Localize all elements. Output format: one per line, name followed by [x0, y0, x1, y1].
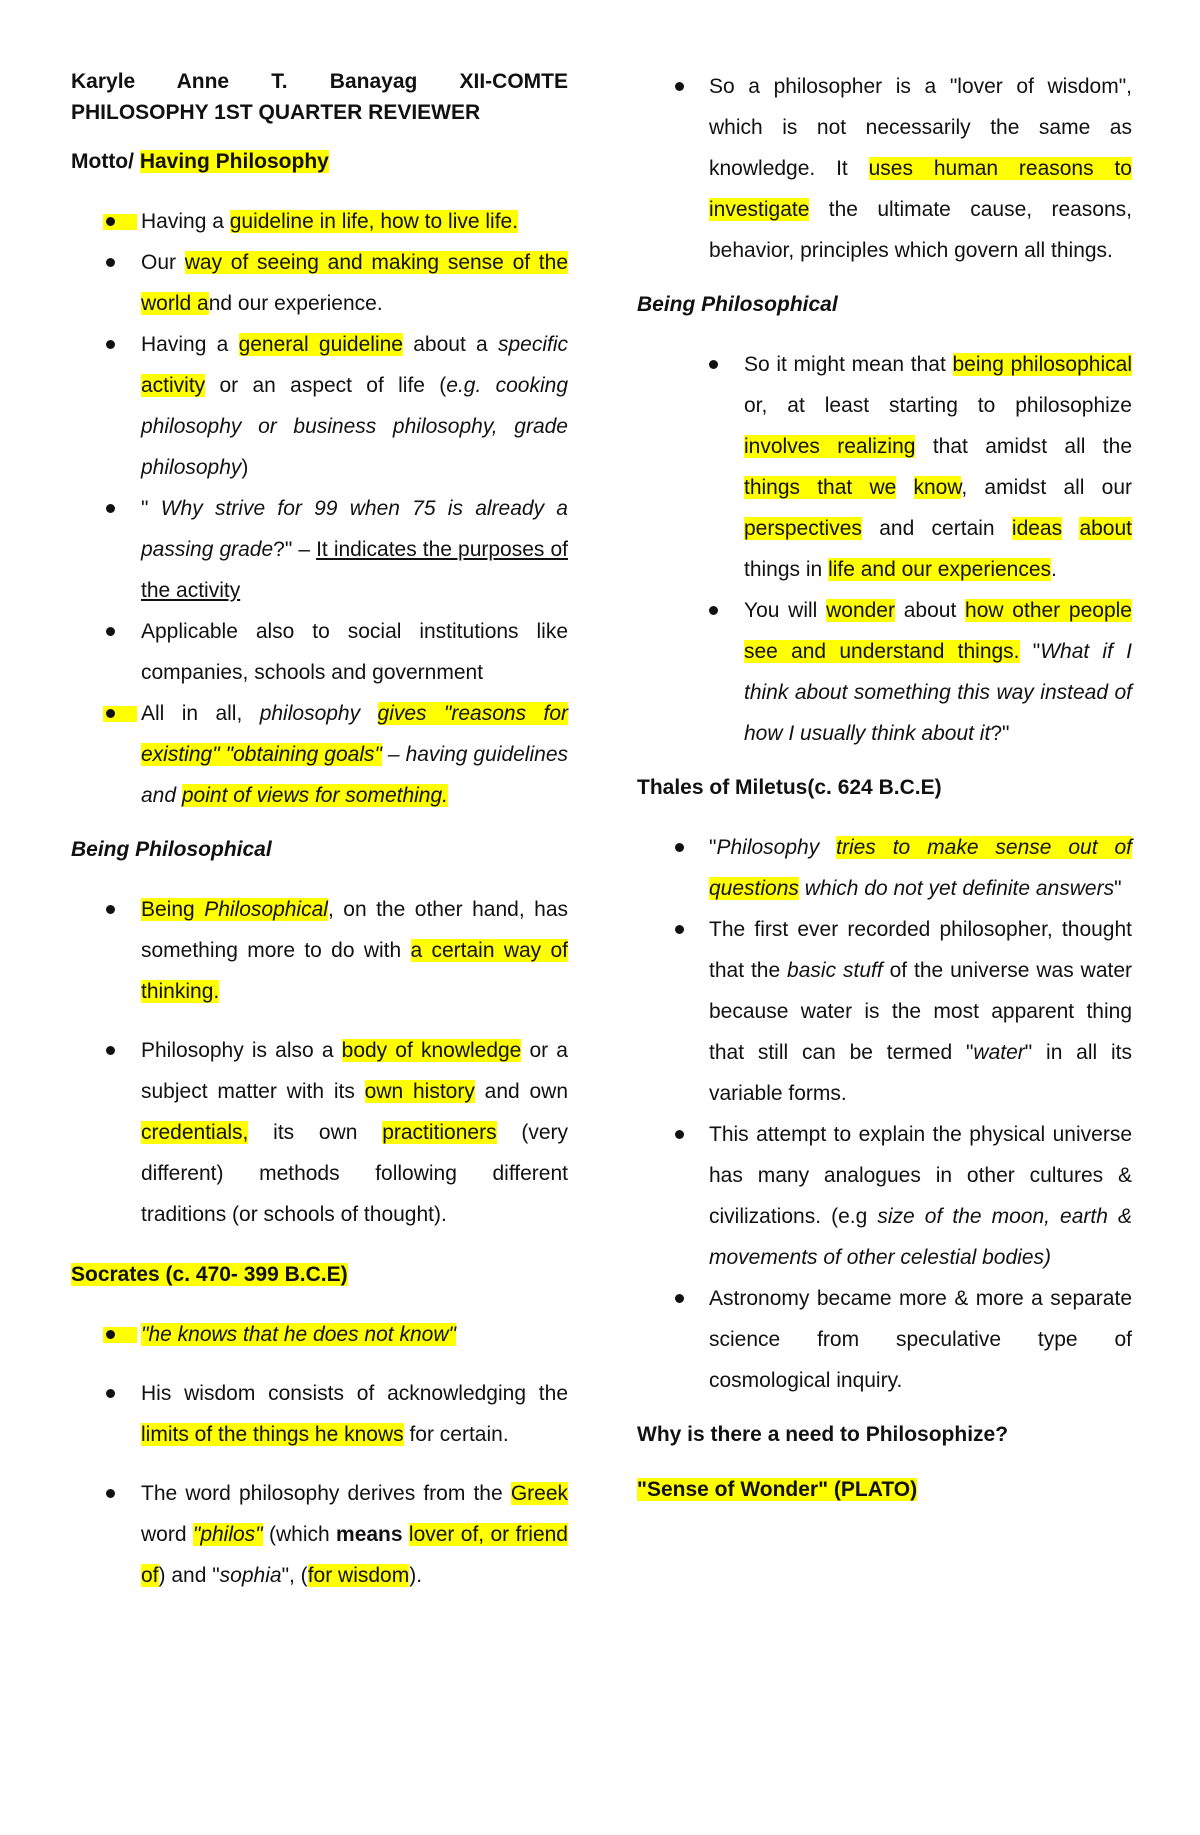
bullet-icon — [106, 1489, 115, 1498]
text-run: point of views for something. — [181, 784, 449, 807]
text-run: general guideline — [238, 333, 403, 356]
text-run: " — [141, 497, 161, 520]
text-run: lover of, or friend of — [141, 1523, 568, 1587]
bullet-icon — [675, 843, 684, 852]
philosopher-list — [637, 66, 1132, 271]
text-run: guideline in life, how to live life. — [229, 210, 519, 233]
text-run: for certain. — [403, 1423, 509, 1446]
text-run: What if I think about something this way instead of how I usually think about it — [744, 640, 1132, 745]
text-run: Having a — [141, 210, 230, 233]
document-title: PHILOSOPHY 1ST QUARTER REVIEWER — [71, 101, 481, 124]
text-run: water — [973, 1041, 1025, 1064]
text-run — [1062, 517, 1079, 540]
text-run: and certain — [861, 517, 1012, 540]
list-item — [637, 909, 1132, 1114]
text-run: way of seeing and making sense of the world a — [141, 251, 569, 315]
bullet-icon — [106, 709, 115, 718]
text-run: and own — [474, 1080, 569, 1103]
list-item — [71, 242, 568, 324]
bullet-icon — [106, 905, 115, 914]
list-item — [71, 1373, 568, 1455]
list-item — [71, 693, 568, 816]
text-run: " in all its variable forms. — [709, 1041, 1132, 1105]
text-run — [360, 702, 377, 725]
text-run: tries to make sense out of questions — [709, 836, 1132, 900]
text-run: own history — [364, 1080, 475, 1103]
list-item — [71, 889, 568, 1012]
text-run: limits of the things he knows — [141, 1423, 404, 1446]
text-run: "Sense of Wonder" (PLATO) — [637, 1478, 918, 1501]
list-item — [637, 590, 1132, 754]
right-column — [637, 66, 1132, 1505]
text-run: The word philosophy derives from the — [141, 1482, 511, 1505]
list-item — [71, 611, 568, 693]
list-item — [71, 1030, 568, 1235]
list-item — [71, 324, 568, 488]
being-list — [71, 889, 568, 1012]
text-run: ?" — [990, 722, 1010, 745]
text-run: or a subject matter with its — [141, 1039, 568, 1103]
text-run — [896, 476, 913, 499]
bullet-icon — [675, 1294, 684, 1303]
text-run: Being — [141, 898, 205, 921]
knowledge-list — [71, 1030, 568, 1235]
socrates-quote-list — [71, 1314, 568, 1355]
list-item — [71, 488, 568, 611]
text-run: uses human reasons to investigate — [709, 157, 1132, 221]
text-run: Our — [141, 251, 185, 274]
text-run: Applicable also to social institutions like companies, schools and government — [141, 620, 568, 684]
text-run: " — [709, 836, 717, 859]
highlighted-text — [193, 1523, 263, 1546]
text-run: ", ( — [281, 1564, 308, 1587]
bullet-icon — [675, 925, 684, 934]
sense-of-wonder-heading — [637, 1474, 1132, 1505]
bullet-icon — [106, 627, 115, 636]
text-run: nd our experience. — [208, 292, 383, 315]
text-run: of the universe was water because water is the most apparent thing that still can be termed " — [709, 959, 1133, 1064]
bullet-icon — [106, 504, 115, 513]
text-run: e.g. cooking philosophy or business philosophy, grade philosophy — [141, 374, 568, 479]
list-item — [71, 201, 568, 242]
bullet-icon — [709, 606, 718, 615]
text-run: its own — [248, 1121, 383, 1144]
bullet-icon — [106, 340, 115, 349]
text-run: ). — [409, 1564, 423, 1587]
text-run: His wisdom consists of acknowledging the — [141, 1382, 568, 1405]
text-run: about — [1079, 517, 1132, 540]
text-run: So a philosopher is a "lover of wisdom", which is not necessarily the same as knowledge. It — [709, 75, 1132, 180]
text-run — [403, 1523, 409, 1546]
text-run: Philosophy is also a — [141, 1039, 342, 1062]
text-run: or, at least starting to philosophize — [744, 394, 1132, 417]
list-item — [71, 1314, 568, 1355]
text-run: Astronomy became more & more a separate science from speculative type of cosmological inquiry. — [709, 1287, 1132, 1392]
text-run: about a — [402, 333, 498, 356]
being-philosophical-heading-2: Being Philosophical — [637, 293, 838, 316]
text-run: sophia — [219, 1564, 282, 1587]
text-run: You will — [744, 599, 827, 622]
text-run: perspectives — [744, 517, 862, 540]
text-run: involves realizing — [744, 435, 916, 458]
text-run: body of knowledge — [341, 1039, 522, 1062]
socrates-wisdom-list — [71, 1373, 568, 1455]
socrates-heading — [71, 1259, 568, 1290]
motto-heading — [71, 146, 568, 177]
text-run: – having guidelines and — [141, 743, 568, 807]
highlighted-text — [141, 898, 328, 921]
text-run: , amidst all our — [961, 476, 1132, 499]
text-run: the ultimate cause, reasons, behavior, principles which govern all things. — [709, 198, 1132, 262]
bullet-icon — [106, 1330, 115, 1339]
text-run: means — [336, 1523, 403, 1546]
text-run: size of the moon, earth & movements of other celestial bodies) — [709, 1205, 1132, 1269]
text-run: gives "reasons for existing" "obtaining goals" — [141, 702, 568, 766]
text-run: Philosophical — [204, 898, 328, 921]
text-run: Philosophy — [716, 836, 820, 859]
highlighted-text — [141, 1323, 456, 1346]
author-line: Karyle Anne T. Banayag XII-COMTE — [71, 70, 568, 93]
text-run: , on the other hand, has something more to do with — [141, 898, 569, 962]
thales-list — [637, 827, 1132, 1401]
text-run: life and our experiences — [828, 558, 1052, 581]
text-run: (very different) methods following different traditions (or schools of thought). — [141, 1121, 568, 1226]
text-run: Why strive for 99 when 75 is already a passing grade — [141, 497, 568, 561]
text-run: So it might mean that — [744, 353, 953, 376]
being-philosophical-heading: Being Philosophical — [71, 838, 272, 861]
text-run: how other people see and understand things. — [744, 599, 1132, 663]
text-run: wonder — [826, 599, 895, 622]
being-philosophical-list — [637, 344, 1132, 754]
text-run: "he knows that he does not know" — [141, 1323, 456, 1346]
text-run: "philos" — [192, 1523, 263, 1546]
list-item — [637, 827, 1132, 909]
thales-heading: Thales of Miletus(c. 624 B.C.E) — [637, 776, 942, 799]
motto-label: Motto/ — [71, 150, 140, 173]
text-run: about — [894, 599, 966, 622]
highlighted-text — [182, 784, 448, 807]
text-run: things that we — [744, 476, 897, 499]
text-run: ) and " — [158, 1564, 220, 1587]
text-run: specific — [497, 333, 569, 356]
text-run: know — [913, 476, 962, 499]
bullet-icon — [106, 217, 115, 226]
text-run: Socrates (c. 470- 399 B.C.E) — [71, 1263, 348, 1286]
text-run: This attempt to explain the physical universe has many analogues in other cultures & civilizations. (e.g — [709, 1123, 1132, 1228]
why-philosophize-heading: Why is there a need to Philosophize? — [637, 1423, 1009, 1446]
list-item — [71, 1473, 568, 1596]
bullet-icon — [675, 82, 684, 91]
bullet-icon — [106, 1046, 115, 1055]
text-run: Having a — [141, 333, 239, 356]
text-run: ?" – — [273, 538, 317, 561]
bullet-icon — [709, 360, 718, 369]
text-run: that amidst all the — [915, 435, 1132, 458]
list-item — [637, 1114, 1132, 1278]
text-run: being philosophical — [952, 353, 1132, 376]
text-run: philosophy — [259, 702, 361, 725]
text-run: things in — [744, 558, 829, 581]
text-run: The first ever recorded philosopher, thought that the — [709, 918, 1132, 982]
text-run: All in all, — [141, 702, 260, 725]
text-run: activity — [141, 374, 206, 397]
left-column — [71, 66, 568, 1596]
text-run: " — [1019, 640, 1041, 663]
text-run: Greek — [510, 1482, 568, 1505]
text-run: " — [1114, 877, 1122, 900]
bullet-icon — [675, 1130, 684, 1139]
text-run: or an aspect of life ( — [205, 374, 447, 397]
text-run: which do not yet definite answers — [798, 877, 1115, 900]
list-item — [637, 344, 1132, 590]
text-run: credentials, — [141, 1121, 249, 1144]
motto-list — [71, 201, 568, 816]
text-run: word — [141, 1523, 193, 1546]
motto-highlight: Having Philosophy — [139, 150, 329, 173]
text-run: for wisdom — [307, 1564, 410, 1587]
bullet-icon — [106, 258, 115, 267]
text-run: ideas — [1011, 517, 1063, 540]
text-run: basic stuff — [787, 959, 883, 982]
text-run — [819, 836, 836, 859]
text-run: . — [1051, 558, 1057, 581]
text-run: It indicates the purposes of the activity — [141, 538, 568, 602]
list-item — [637, 66, 1132, 271]
text-run: ) — [241, 456, 249, 479]
text-run: a certain way of thinking. — [141, 939, 568, 1003]
text-run: (which — [262, 1523, 337, 1546]
bullet-icon — [106, 1389, 115, 1398]
text-run: practitioners — [382, 1121, 497, 1144]
list-item — [637, 1278, 1132, 1401]
etymology-list — [71, 1473, 568, 1596]
